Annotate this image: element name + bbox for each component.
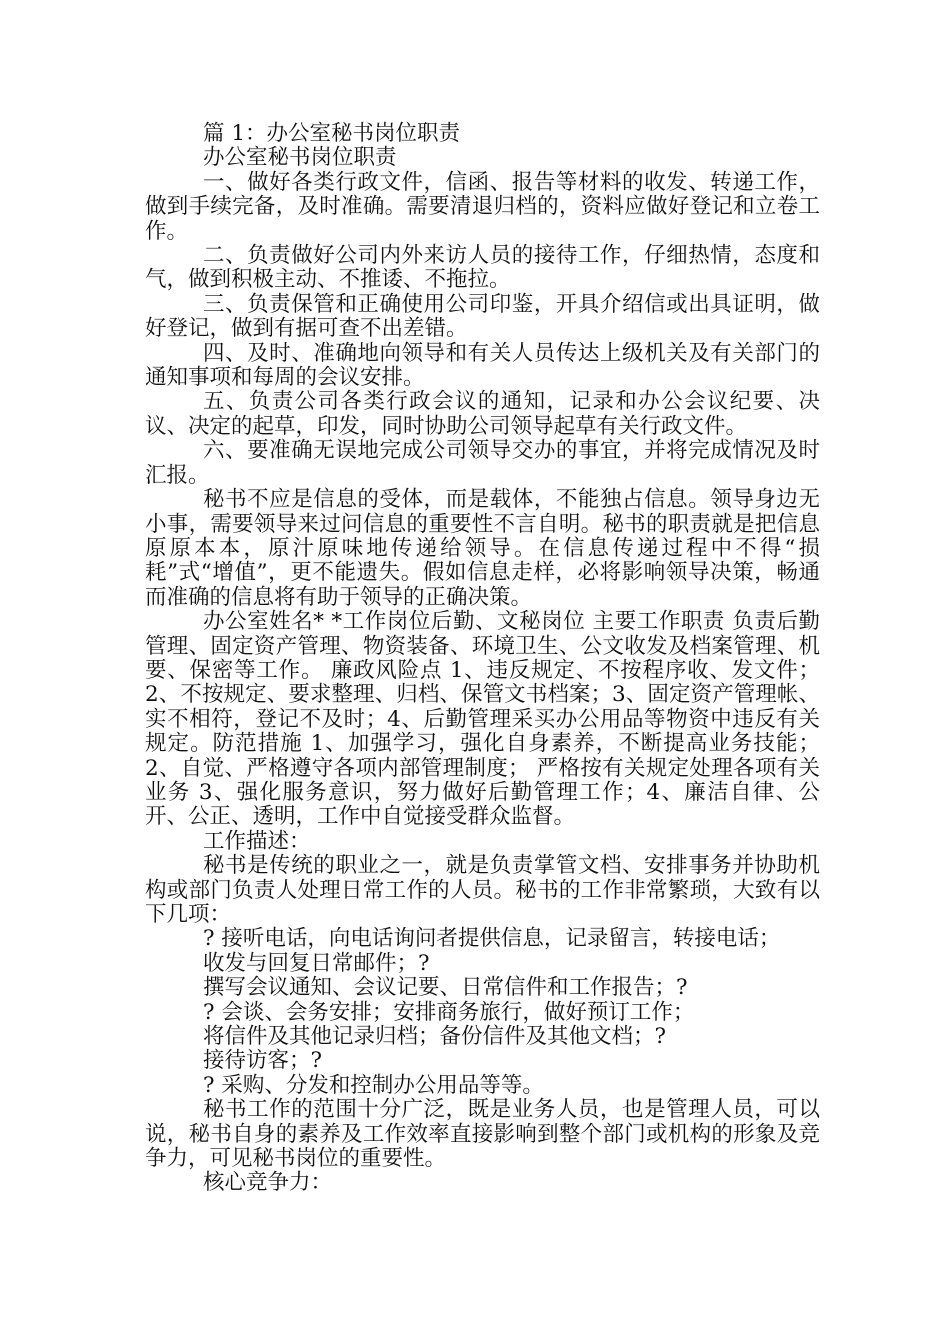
list-item: 将信件及其他记录归档；备份信件及其他文档；? [203, 1024, 667, 1050]
paragraph: 三、负责保管和正确使用公司印鉴，开具介绍信或出具证明，做好登记，做到有据可查不出差错。 [145, 291, 820, 342]
list-item: ? 会谈、会务安排；安排商务旅行，做好预订工作； [203, 999, 695, 1025]
paragraph: 秘书是传统的职业之一，就是负责掌管文档、安排事务并协助机构或部门负责人处理日常工作的人员。秘书的工作非常繁琐，大致有以下几项： [145, 853, 820, 927]
paragraph: 办公室姓名* *工作岗位后勤、文秘岗位 主要工作职责 负责后勤管理、固定资产管理、物资装备、环境卫生、公文收发及档案管理、机要、保密等工作。 廉政风险点 1、违反规定、不按程序收、发文件；2、不按规定、要求整理、归档、保管文书档案；3、固定资产管理帐、实不相符，登记不及时；4、后勤管理采买办公用品等物资中违反有关规定。防范措施 1、加强学习，强化自身素养，不断提高业务技能；2、自觉、严格遵守各项内部管理制度； 严格按有关规定处理各项有关业务 3、强化服务意识，努力做好后勤管理工作；4、廉洁自律、公开、公正、透明，工作中自觉接受群众监督。 [145, 609, 820, 830]
list-item: 收发与回复日常邮件；? [203, 950, 430, 976]
list-item: 接待访客；? [203, 1048, 323, 1074]
paragraph: 五、负责公司各类行政会议的通知，记录和办公会议纪要、决议、决定的起草，印发，同时协助公司领导起草有关行政文件。 [145, 389, 820, 439]
paragraph: 秘书工作的范围十分广泛，既是业务人员，也是管理人员，可以说，秘书自身的素养及工作效率直接影响到整个部门或机构的形象及竞争力，可见秘书岗位的重要性。 [145, 1097, 820, 1172]
paragraph: 二、负责做好公司内外来访人员的接待工作，仔细热情，态度和气，做到积极主动、不推诿、不拖拉。 [145, 243, 820, 293]
section-title: 核心竞争力： [203, 1170, 333, 1196]
document-body [145, 122, 820, 1196]
paragraph: 一、做好各类行政文件，信函、报告等材料的收发、转递工作，做到手续完备，及时准确。需要清退归档的，资料应做好登记和立卷工作。 [145, 169, 820, 244]
paragraph: 六、要准确无误地完成公司领导交办的事宜，并将完成情况及时汇报。 [145, 438, 820, 488]
paragraph: 四、及时、准确地向领导和有关人员传达上级机关及有关部门的通知事项和每周的会议安排。 [145, 340, 820, 391]
list-item: ? 采购、分发和控制办公用品等等。 [203, 1072, 544, 1098]
paragraph: 秘书不应是信息的受体，而是载体，不能独占信息。领导身边无小事，需要领导来过问信息的重要性不言自明。秘书的职责就是把信息原原本本，原汁原味地传递给领导。在信息传递过程中不得“损耗”式“增值”，更不能遗失。假如信息走样，必将影响领导决策，畅通而准确的信息将有助于领导的正确决策。 [145, 487, 820, 610]
document-heading: 篇 1：办公室秘书岗位职责 [203, 121, 461, 146]
list-item: 撰写会议通知、会议记要、日常信件和工作报告；? [203, 975, 688, 1001]
section-title: 工作描述： [203, 828, 311, 854]
list-item: ? 接听电话，向电话询问者提供信息，记录留言，转接电话； [203, 926, 781, 952]
section-title: 办公室秘书岗位职责 [203, 145, 397, 171]
